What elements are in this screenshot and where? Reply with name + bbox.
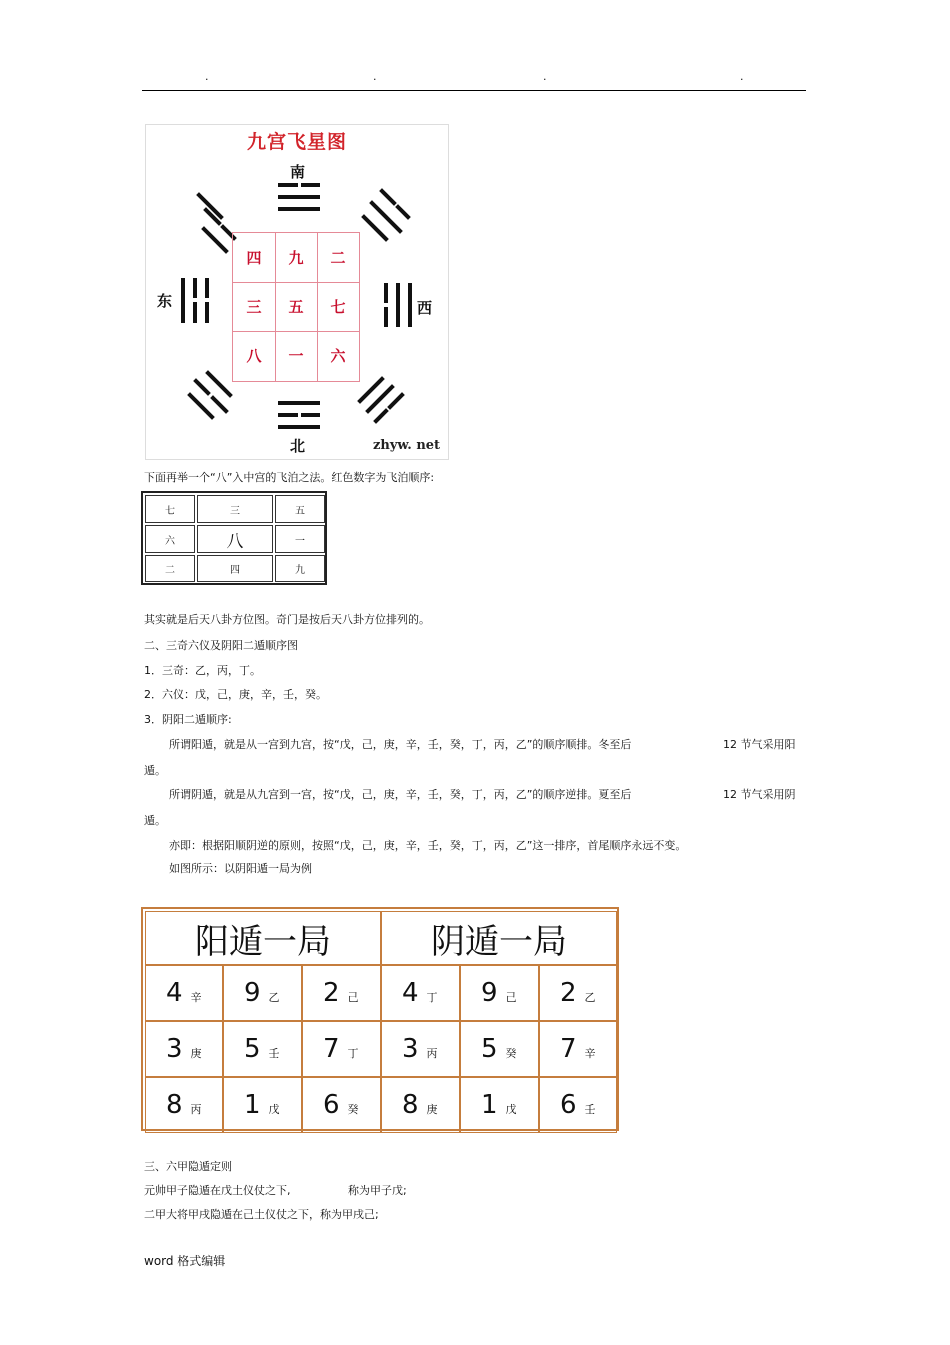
table-cell: 三 [197, 495, 273, 523]
dun-cell [381, 1021, 460, 1077]
direction-west: 西 [417, 299, 433, 317]
paragraph: 所谓阴遁，就是从九宫到一宫，按“戊，己，庚，辛，壬，癸，丁，丙，乙”的顺序逆排。夏至后 [169, 788, 632, 801]
trigram-south-icon [280, 185, 318, 209]
section-heading: 三、六甲隐遁定则 [144, 1160, 232, 1173]
stem-label: 戊 [268, 1103, 280, 1116]
header-rule [142, 90, 806, 91]
palace-number: 7 [323, 1034, 340, 1064]
palace-number: 8 [166, 1090, 183, 1120]
stem-label: 辛 [584, 1047, 596, 1060]
dun-cell [381, 965, 460, 1021]
dun-table [141, 907, 619, 1131]
stem-label: 戊 [505, 1103, 517, 1116]
dun-cell [381, 1077, 460, 1133]
palace-number: 3 [402, 1034, 419, 1064]
table-cell: 九 [275, 555, 325, 582]
stem-label: 癸 [347, 1103, 359, 1116]
table-cell: 二 [145, 555, 195, 582]
stem-label: 己 [347, 991, 359, 1004]
palace-cell: 四 [246, 249, 262, 267]
dun-cell [539, 965, 617, 1021]
paragraph: 亦即：根据阳顺阴逆的原则，按照“戊，己，庚，辛，壬，癸，丁，丙，乙”这一排序，首尾顺序永远不变。 [169, 839, 687, 852]
list-item: 2．六仪：戊，己，庚，辛，壬，癸。 [144, 688, 327, 701]
palace-number: 5 [481, 1034, 498, 1064]
palace-cell: 九 [288, 249, 304, 267]
stem-label: 庚 [190, 1047, 202, 1060]
paragraph: 12 节气采用阴 [723, 788, 796, 801]
palace-number: 3 [166, 1034, 183, 1064]
paragraph: 遁。 [144, 764, 166, 777]
dun-cell [539, 1077, 617, 1133]
table-cell: 四 [197, 555, 273, 582]
list-item: 3．阴阳二遁顺序: [144, 713, 232, 726]
trigram-southeast-icon [199, 195, 234, 251]
stem-label: 壬 [268, 1047, 280, 1060]
direction-south: 南 [290, 163, 306, 181]
paragraph: 所谓阳遁，就是从一宫到九宫，按“戊，己，庚，辛，壬，癸，丁，丙，乙”的顺序顺排。冬至后 [169, 738, 632, 751]
palace-number: 1 [244, 1090, 261, 1120]
nine-palace-figure [145, 124, 449, 460]
palace-cell: 五 [288, 298, 304, 316]
list-item: 1．三奇：乙，丙，丁。 [144, 664, 261, 677]
trigram-west-icon [386, 285, 410, 325]
dun-cell [539, 1021, 617, 1077]
table-cell-center: 八 [197, 525, 273, 553]
direction-north: 北 [290, 437, 306, 455]
trigram-northeast-icon [190, 373, 230, 417]
stem-label: 乙 [584, 991, 596, 1004]
stem-label: 丁 [426, 991, 438, 1004]
palace-number: 6 [560, 1090, 577, 1120]
palace-number: 9 [244, 978, 261, 1008]
dun-cell [460, 1077, 539, 1133]
palace-number: 6 [323, 1090, 340, 1120]
stem-label: 辛 [190, 991, 202, 1004]
dun-cell [145, 965, 223, 1021]
header-dot: . [740, 70, 744, 83]
table-cell: 一 [275, 525, 325, 553]
page-footer: word 格式编辑 [144, 1254, 226, 1268]
dun-cell [302, 1077, 381, 1133]
stem-label: 丙 [426, 1047, 438, 1060]
trigram-east-icon [183, 280, 207, 321]
palace-cell: 二 [330, 249, 346, 267]
paragraph: 遁。 [144, 814, 166, 827]
dun-cell [145, 1077, 223, 1133]
palace-cell: 一 [288, 347, 304, 365]
paragraph: 12 节气采用阳 [723, 738, 796, 751]
palace-cell: 八 [246, 347, 262, 365]
stem-label: 庚 [426, 1103, 438, 1116]
dun-cell [460, 965, 539, 1021]
header-dot: . [205, 70, 209, 83]
stem-label: 壬 [584, 1103, 596, 1116]
trigram-north-icon [280, 403, 318, 427]
paragraph: 二甲大将甲戌隐遁在己土仪仗之下，称为甲戌己; [144, 1208, 379, 1221]
stem-label: 乙 [268, 991, 280, 1004]
palace-number: 5 [244, 1034, 261, 1064]
palace-cell: 三 [246, 298, 262, 316]
palace-number: 9 [481, 978, 498, 1008]
palace-cell: 六 [330, 347, 346, 365]
table-cell: 七 [145, 495, 195, 523]
stem-label: 丙 [190, 1103, 202, 1116]
header-dot: . [373, 70, 377, 83]
palace-cell: 七 [330, 298, 346, 316]
nine-palace-grid [232, 232, 360, 382]
table-header: 阴遁一局 [381, 911, 617, 965]
trigram-southwest-icon [364, 191, 408, 239]
header-dot: . [543, 70, 547, 83]
dun-cell [223, 1077, 302, 1133]
table-cell: 五 [275, 495, 325, 523]
stem-label: 癸 [505, 1047, 517, 1060]
palace-number: 4 [402, 978, 419, 1008]
trigram-northwest-icon [360, 379, 402, 421]
stem-label: 丁 [347, 1047, 359, 1060]
dun-cell [223, 1021, 302, 1077]
stem-label: 己 [505, 991, 517, 1004]
palace-number: 8 [402, 1090, 419, 1120]
palace-number: 2 [560, 978, 577, 1008]
dun-cell [145, 1021, 223, 1077]
palace-number: 4 [166, 978, 183, 1008]
palace-number: 1 [481, 1090, 498, 1120]
section-heading: 二、三奇六仪及阴阳二遁顺序图 [144, 639, 298, 652]
figure-title: 九宫飞星图 [246, 131, 347, 153]
flight-order-table [141, 491, 327, 585]
table-cell: 六 [145, 525, 195, 553]
dun-cell [302, 1021, 381, 1077]
palace-number: 7 [560, 1034, 577, 1064]
palace-number: 2 [323, 978, 340, 1008]
paragraph: 称为甲子戊; [348, 1184, 407, 1197]
figure-watermark: zhyw. net [373, 438, 441, 453]
dun-cell [302, 965, 381, 1021]
dun-cell [223, 965, 302, 1021]
paragraph: 元帅甲子隐遁在戊土仪仗之下, [144, 1184, 291, 1197]
dun-cell [460, 1021, 539, 1077]
paragraph: 如图所示：以阴阳遁一局为例 [169, 862, 312, 875]
paragraph: 其实就是后天八卦方位图。奇门是按后天八卦方位排列的。 [144, 613, 430, 626]
paragraph: 下面再举一个“八”入中宫的飞泊之法。红色数字为飞泊顺序: [144, 471, 435, 484]
table-header: 阳遁一局 [145, 911, 381, 965]
direction-east: 东 [157, 292, 173, 310]
